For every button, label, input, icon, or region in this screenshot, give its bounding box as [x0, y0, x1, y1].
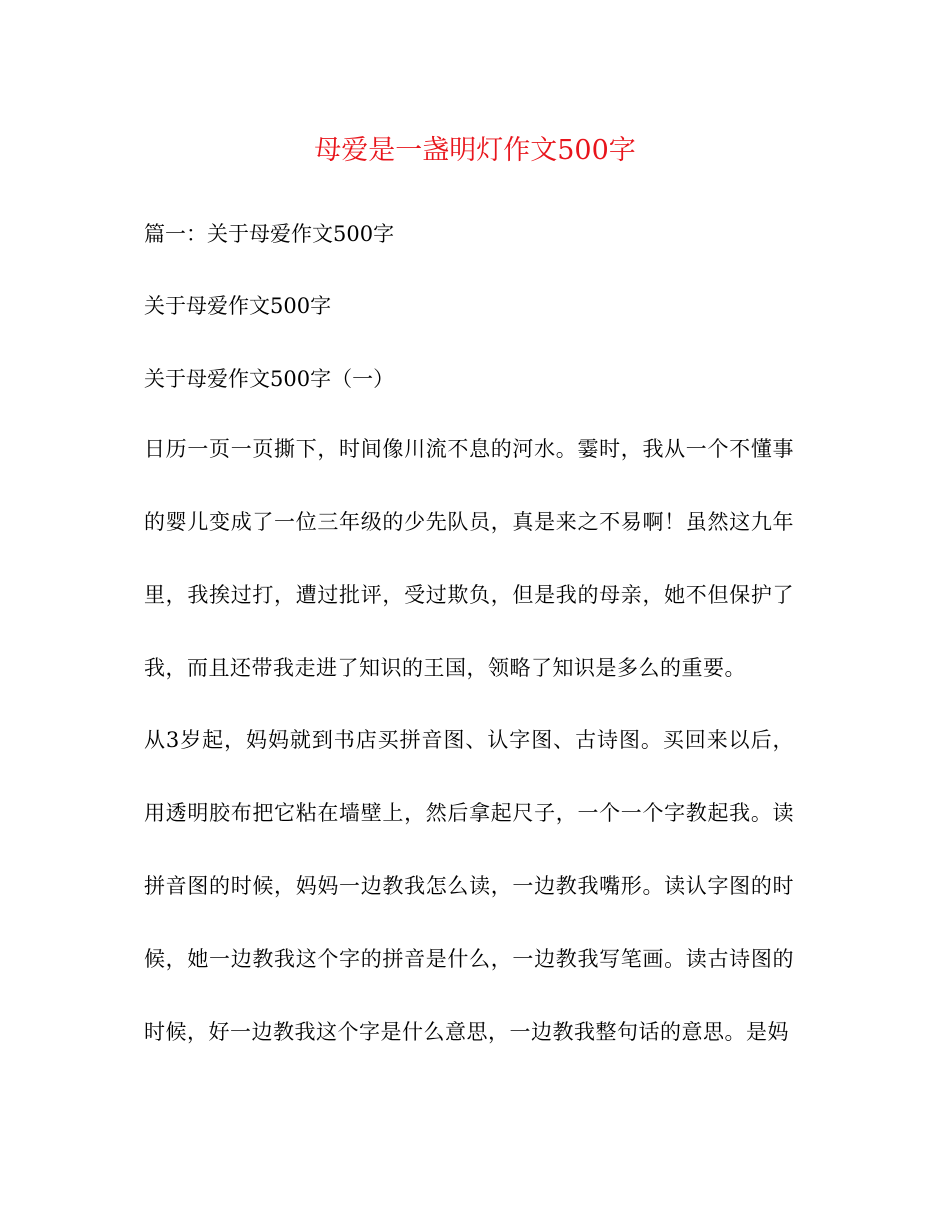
body-paragraph-2: 从3岁起，妈妈就到书店买拼音图、认字图、古诗图。买回来以后，用透明胶布把它粘在墙壁上，然后拿起尺子，一个一个字教起我。读拼音图的时候，妈妈一边教我怎么读，一边教我嘴形。读认字图的时候，她一边教我这个字的拼音是什么，一边教我写笔画。读古诗图的时候，好一边教我这个字是什么意思，一边教我整句话的意思。是妈	[144, 728, 794, 1044]
document-title: 母爱是一盏明灯作文500字	[314, 135, 636, 166]
section-heading-3: 关于母爱作文500字（一）	[144, 367, 395, 391]
section-heading-2: 关于母爱作文500字	[144, 294, 332, 318]
body-paragraph-1: 日历一页一页撕下，时间像川流不息的河水。霎时，我从一个不懂事的婴儿变成了一位三年级的少先队员，真是来之不易啊！虽然这九年里，我挨过打，遭过批评，受过欺负，但是我的母亲，她不但保护了我，而且还带我走进了知识的王国，领略了知识是多么的重要。	[144, 437, 794, 680]
section-heading-1: 篇一：关于母爱作文500字	[144, 222, 395, 246]
